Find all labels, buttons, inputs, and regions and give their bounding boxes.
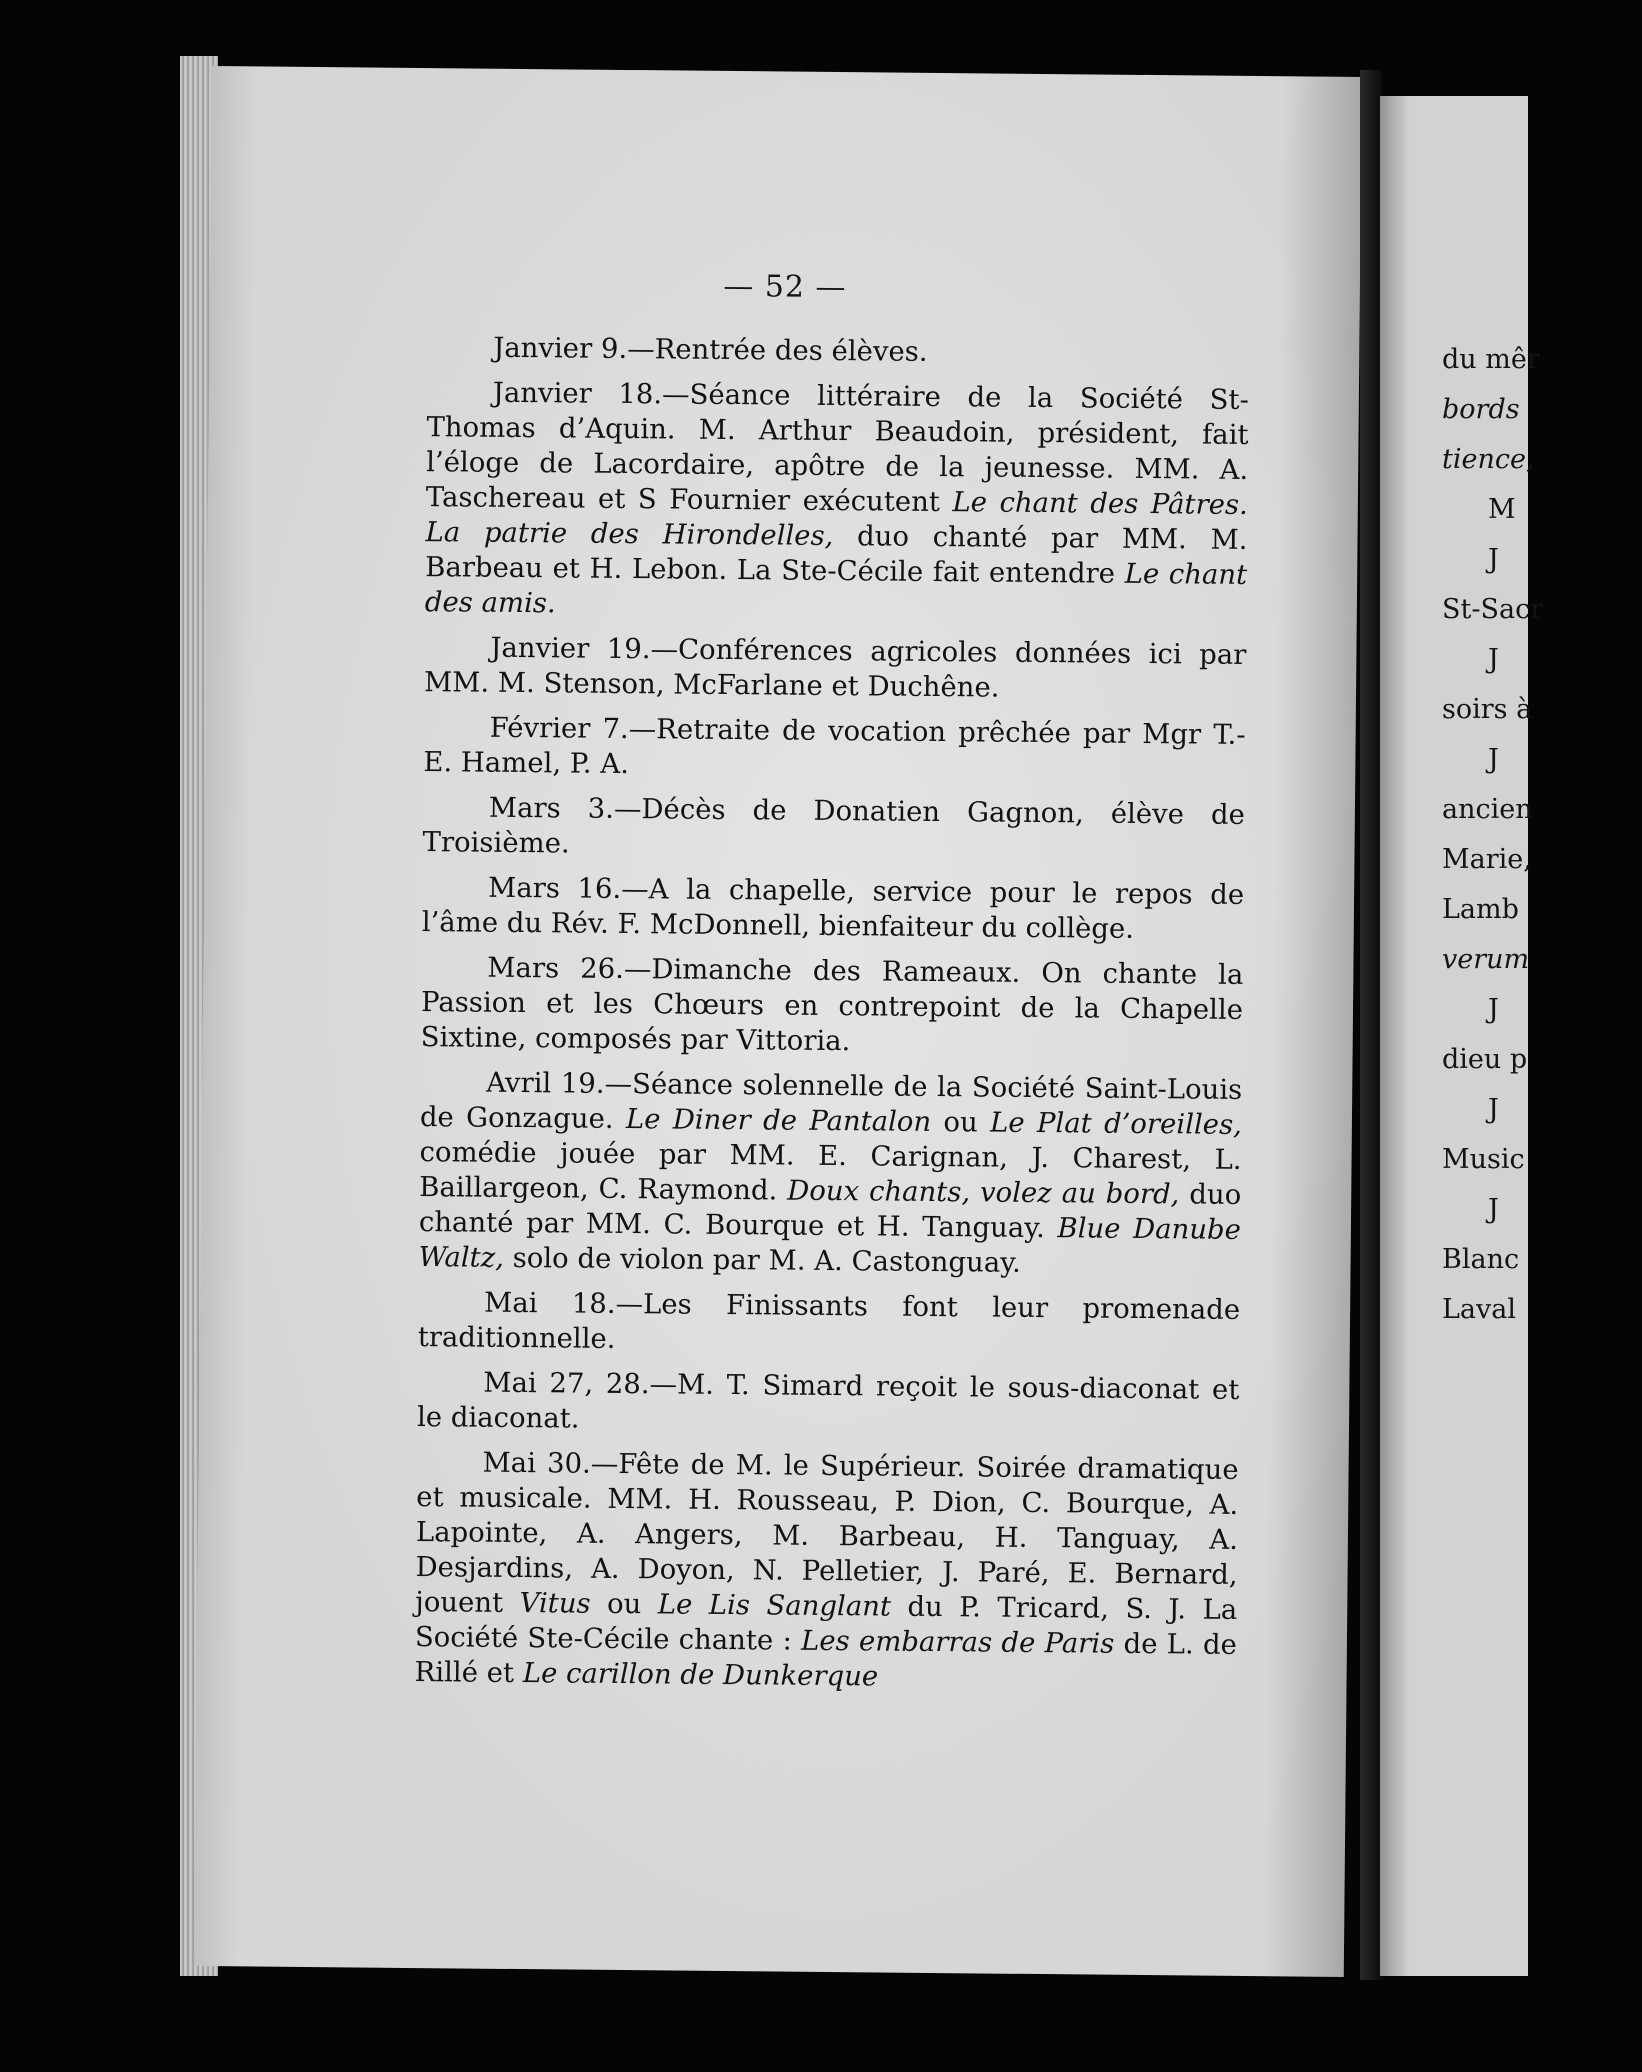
line-fragment: J [1488,644,1499,675]
chronicle-entry [418,1285,1241,1363]
line-fragment: J [1488,994,1499,1025]
entry-text: Avril 19.—Séance solennelle de la Société Saint-Louis de Gonzague. [419,1066,1243,1136]
line-fragment: J [1488,744,1499,775]
entry-text: Janvier 18.—Séance littéraire de la Société St-Thomas d’Aquin. M. Arthur Beaudoin, président, fait l’éloge de Lacordaire, apôtre de la jeunesse. MM. A. Taschereau et S Fournier exécutent [425,376,1249,519]
chronicle-entry [417,1365,1240,1443]
line-fragment: M [1488,494,1516,525]
italic-title: Blue Danube Waltz, [418,1212,1242,1274]
italic-title: Doux chants, volez au bord, [787,1174,1180,1211]
line-fragment: Blanc [1442,1244,1520,1275]
page-number: — 52 — [723,268,847,306]
line-fragment: du mêr [1442,344,1540,375]
italic-title: Le chant des Pâtres. [952,486,1248,521]
entry-text: Mai 27, 28.—M. T. Simard reçoit le sous-diaconat et le diaconat. [416,1366,1240,1435]
italic-title: Le carillon de Dunkerque [522,1657,879,1693]
chronicle-entry [427,330,1249,373]
chronicle-entry [422,870,1245,948]
entry-text: ou [590,1587,658,1621]
line-fragment: dieu p [1442,1044,1528,1075]
entry-text: comédie jouée par MM. E. Carignan, J. Charest, L. Baillargeon, C. Raymond. [419,1136,1242,1207]
italic-title: La patrie des Hirondelles, [425,516,834,552]
entry-text: du P. Tricard, S. J. La Société Ste-Cécile chante : [414,1590,1238,1657]
right-page-text [1442,342,1642,1342]
entry-text: Mars 16.—A la chapelle, service pour le repos de l’âme du Rév. F. McDonnell, bienfaiteur du collège. [421,871,1245,945]
chronicle-entry [424,630,1247,708]
entry-text: solo de violon par M. A. Castonguay. [503,1241,1021,1279]
line-fragment: ancien [1442,794,1533,825]
line-fragment: soirs à [1442,694,1533,725]
chronicle-entry [414,1445,1238,1698]
line-fragment: St-Sacr [1442,594,1544,625]
line-fragment: verum [1442,944,1530,975]
line-fragment: Music [1442,1144,1525,1175]
chronicle-entry [425,375,1249,628]
italic-title: Le chant des amis. [424,557,1248,620]
entry-text: Mars 3.—Décès de Donatien Gagnon, élève de Troisième. [422,791,1246,860]
left-page [194,66,1362,1977]
line-fragment: Lamb [1442,894,1519,925]
line-fragment: Marie, [1442,844,1532,875]
entry-text: Février 7.—Retraite de vocation prêchée par Mgr T.-E. Hamel, P. A. [423,711,1246,781]
line-fragment: bords [1442,394,1520,425]
line-fragment: tience, [1442,444,1535,475]
italic-title: Les embarras de Paris [800,1624,1115,1660]
entry-text: Mai 30.—Fête de M. le Supérieur. Soirée dramatique et musicale. MM. H. Rousseau, P. Dion, C. Bourque, A. Lapointe, A. Angers, M. Barbeau, H. Tanguay, A. Desjardins, A. Doyon, N. Pelletier, J. Paré, E. Bernard, jouent [415,1446,1239,1620]
line-fragment: Laval [1442,1294,1517,1325]
italic-title: Le Diner de Pantalon [625,1103,932,1138]
italic-title: Vitus [519,1587,591,1620]
entry-text: duo chanté par MM. C. Bourque et H. Tanguay. [418,1178,1242,1245]
line-fragment: J [1488,1094,1499,1125]
book-gutter [1360,70,1382,1980]
line-fragment: J [1488,544,1499,575]
entry-text: Mai 18.—Les Finissants font leur promenade traditionnelle. [417,1286,1241,1355]
entry-text: Mars 26.—Dimanche des Rameaux. On chante la Passion et les Chœurs en contrepoint de la Chapelle Sixtine, composés par Vittoria. [420,951,1244,1058]
italic-title: Le Lis Sanglant [657,1588,892,1623]
chronicle-entry [421,950,1244,1063]
entry-text: ou [931,1105,991,1139]
entry-text: Janvier 19.—Conférences agricoles données ici par MM. M. Stenson, McFarlane et Duchêne. [423,631,1247,704]
chronicle-entry [422,790,1245,868]
entry-text: duo chanté par MM. M. Barbeau et H. Lebon. La Ste-Cécile fait entendre [425,519,1248,590]
entry-text: Janvier 9.—Rentrée des élèves. [493,331,928,368]
chronicle-entry [418,1065,1242,1283]
right-page-fragment [1380,96,1544,1976]
italic-title: Le Plat d’oreilles, [989,1106,1243,1141]
line-fragment: J [1488,1194,1499,1225]
entry-text: de L. de Rillé et [414,1627,1238,1690]
chronicle-text [414,330,1249,1708]
chronicle-entry [423,710,1246,788]
